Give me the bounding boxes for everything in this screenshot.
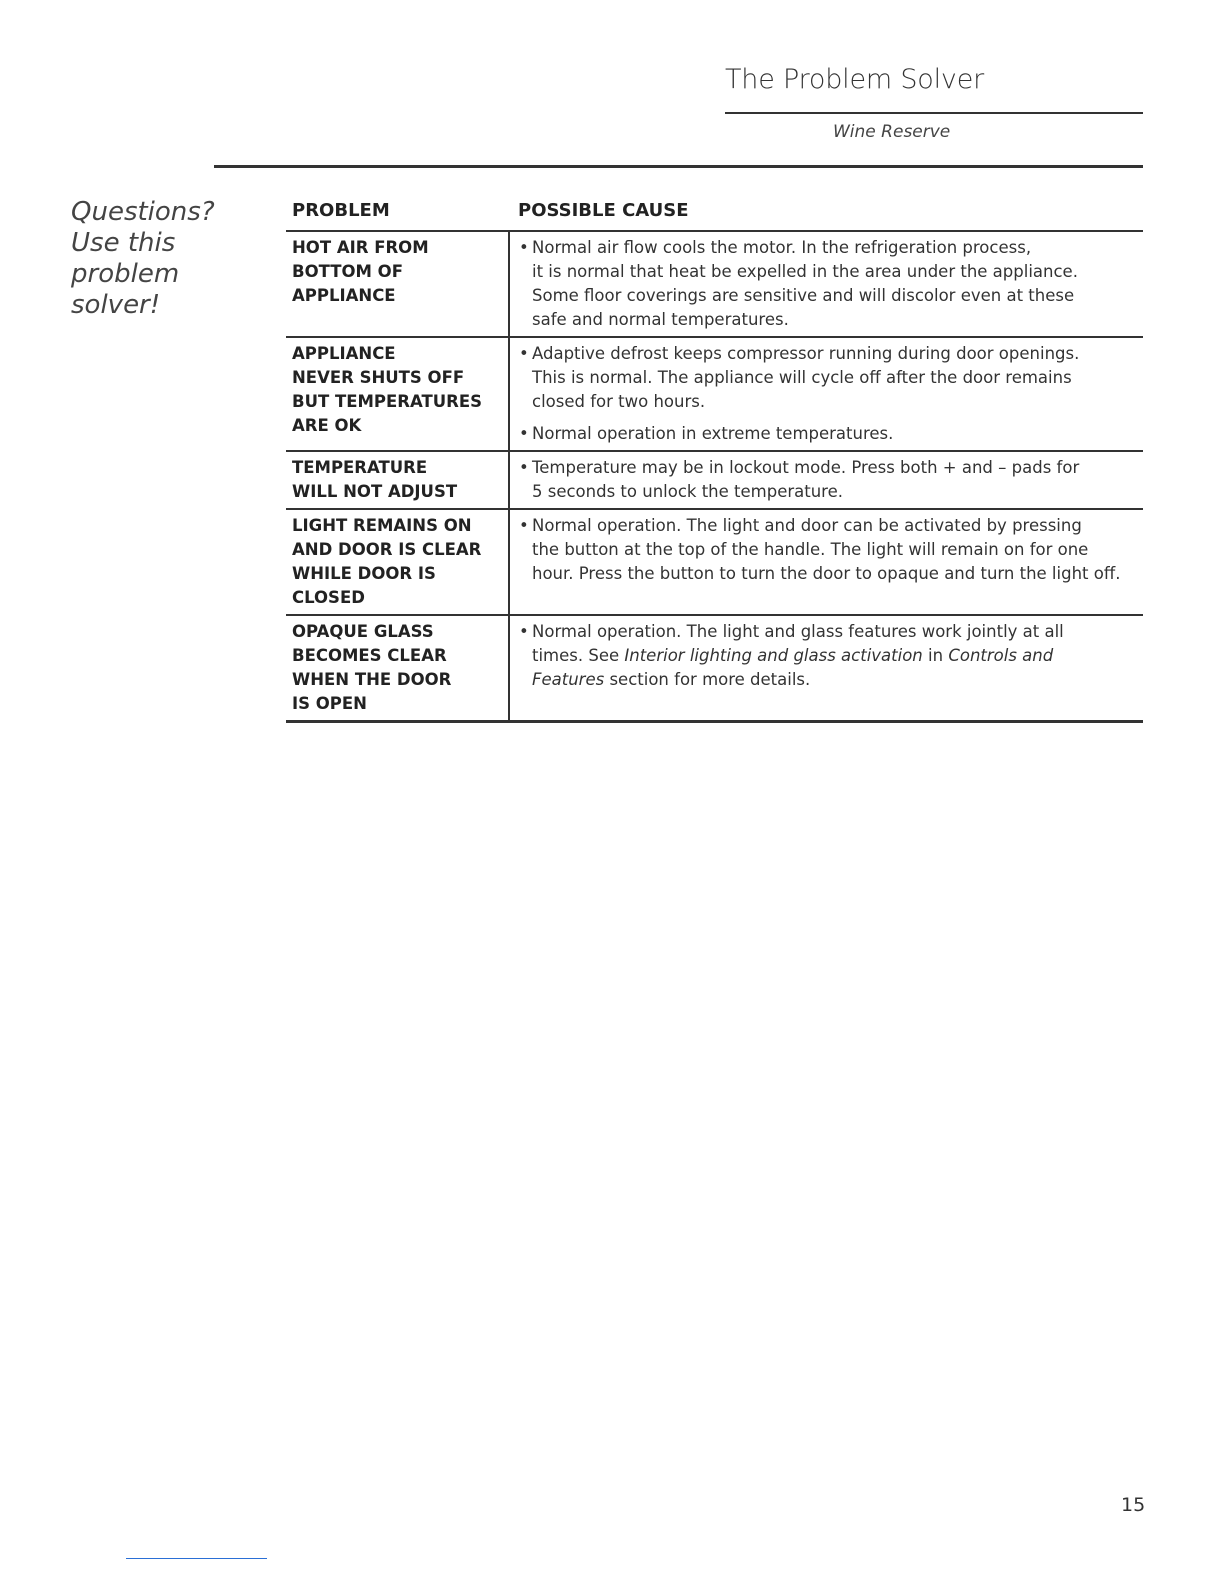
cause-line: closed for two hours.: [532, 392, 706, 411]
cause-line: the button at the top of the handle. The light will remain on for one: [532, 540, 1089, 559]
problem-line: ARE OK: [292, 416, 362, 435]
cause-line: This is normal. The appliance will cycle off after the door remains: [532, 368, 1072, 387]
cause-bullet: [519, 422, 1143, 446]
cause-line: Normal operation in extreme temperatures.: [532, 424, 894, 443]
cause-line: Normal operation. The light and door can be activated by pressing: [532, 516, 1082, 535]
sidebar-line: Use this: [71, 228, 176, 258]
table-row: [286, 232, 1143, 338]
bullet-icon: •: [519, 344, 529, 363]
cause-text: in: [922, 646, 949, 665]
problem-line: APPLIANCE: [292, 286, 396, 305]
header-divider: [214, 165, 1143, 168]
cause-line: 5 seconds to unlock the temperature.: [532, 482, 843, 501]
problem-cell: [286, 510, 510, 614]
problem-line: BUT TEMPERATURES: [292, 392, 482, 411]
problem-line: TEMPERATURE: [292, 458, 428, 477]
table-row: [286, 452, 1143, 510]
problem-line: HOT AIR FROM: [292, 238, 429, 257]
problem-line: OPAQUE GLASS: [292, 622, 434, 641]
cause-bullet: [519, 236, 1143, 332]
table-header: [286, 198, 1143, 232]
cause-text: times. See: [532, 646, 625, 665]
problem-cell: [286, 452, 510, 508]
problem-line: BOTTOM OF: [292, 262, 403, 281]
cause-line: it is normal that heat be expelled in the area under the appliance.: [532, 262, 1078, 281]
problem-line: AND DOOR IS CLEAR: [292, 540, 482, 559]
cause-line: Temperature may be in lockout mode. Press both + and – pads for: [532, 458, 1080, 477]
cause-cell: [510, 510, 1143, 614]
problem-line: CLOSED: [292, 588, 365, 607]
cause-bullet: [519, 514, 1143, 586]
bullet-icon: •: [519, 424, 529, 443]
page-title: The Problem Solver: [725, 64, 985, 95]
problem-cell: [286, 232, 510, 336]
cause-line: safe and normal temperatures.: [532, 310, 789, 329]
bullet-icon: •: [519, 458, 529, 477]
problem-line: IS OPEN: [292, 694, 367, 713]
cause-cell: [510, 616, 1143, 720]
problem-line: WHILE DOOR IS: [292, 564, 436, 583]
sidebar-prompt: [71, 197, 271, 321]
column-header-cause: POSSIBLE CAUSE: [518, 200, 689, 221]
table-row: [286, 510, 1143, 616]
cross-reference: Features: [532, 670, 605, 689]
title-divider: [725, 112, 1143, 114]
cross-reference: Interior lighting and glass activation: [624, 646, 923, 665]
problem-line: LIGHT REMAINS ON: [292, 516, 472, 535]
section-subtitle: Wine Reserve: [833, 122, 951, 142]
bullet-icon: •: [519, 238, 529, 257]
cause-line: [532, 668, 1143, 692]
problem-line: WHEN THE DOOR: [292, 670, 452, 689]
problem-cell: [286, 616, 510, 720]
cross-reference: Controls and: [948, 646, 1054, 665]
footer-link-underline: [126, 1558, 267, 1559]
cause-bullet: [519, 620, 1143, 692]
cause-line: Normal operation. The light and glass features work jointly at all: [532, 622, 1064, 641]
page-number: 15: [1121, 1494, 1146, 1516]
table-row: [286, 616, 1143, 723]
bullet-icon: •: [519, 622, 529, 641]
cause-line: hour. Press the button to turn the door to opaque and turn the light off.: [532, 564, 1121, 583]
cause-line: Some floor coverings are sensitive and will discolor even at these: [532, 286, 1075, 305]
table-row: [286, 338, 1143, 452]
cause-cell: [510, 232, 1143, 336]
cause-line: Adaptive defrost keeps compressor running during door openings.: [532, 344, 1080, 363]
bullet-icon: •: [519, 516, 529, 535]
problem-line: APPLIANCE: [292, 344, 396, 363]
cause-line: [532, 644, 1143, 668]
problem-cell: [286, 338, 510, 450]
problem-line: WILL NOT ADJUST: [292, 482, 458, 501]
cause-cell: [510, 338, 1143, 450]
problem-line: BECOMES CLEAR: [292, 646, 447, 665]
problem-solver-table: [286, 198, 1143, 723]
cause-cell: [510, 452, 1143, 508]
cause-text: section for more details.: [604, 670, 811, 689]
sidebar-line: solver!: [71, 290, 161, 320]
sidebar-line: problem: [71, 259, 180, 289]
cause-line: Normal air flow cools the motor. In the refrigeration process,: [532, 238, 1032, 257]
cause-bullet: [519, 456, 1143, 504]
column-header-problem: PROBLEM: [292, 200, 390, 221]
cause-bullet: [519, 342, 1143, 414]
sidebar-line: Questions?: [71, 197, 215, 227]
problem-line: NEVER SHUTS OFF: [292, 368, 465, 387]
